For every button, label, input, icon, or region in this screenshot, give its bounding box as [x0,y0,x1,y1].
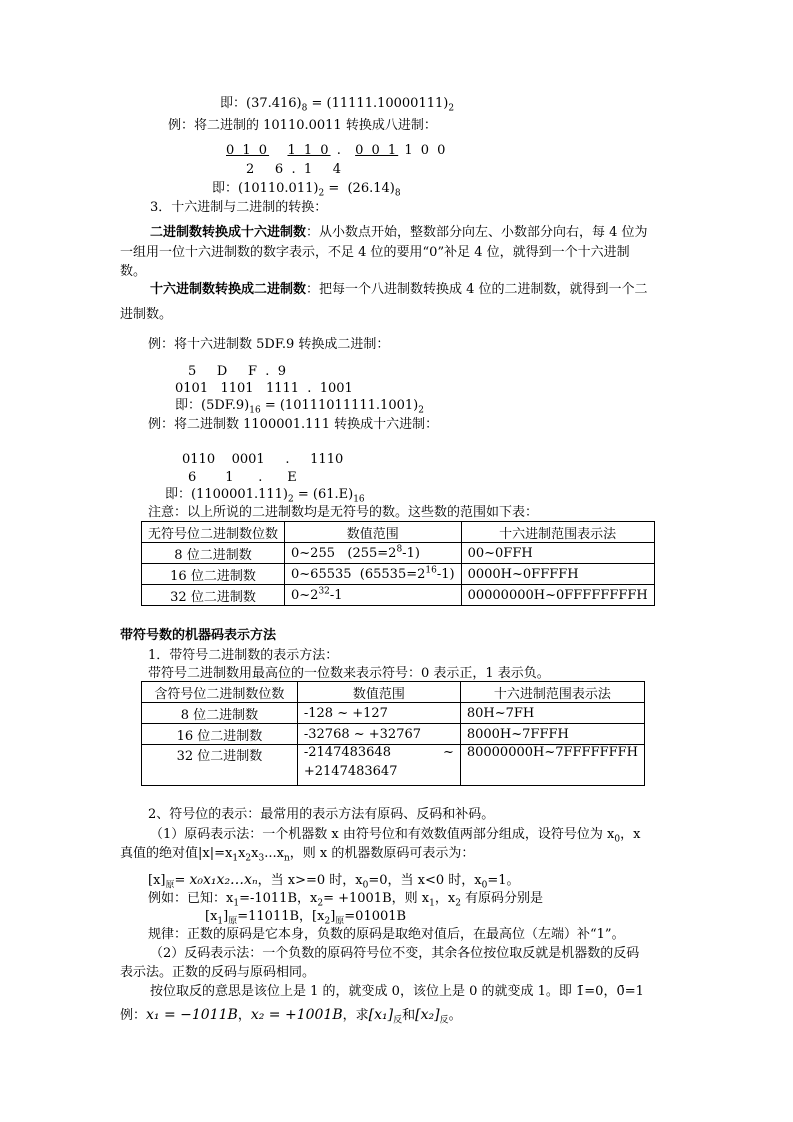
text: 即：(1100001.111) [165,487,288,502]
paragraph-line: 1．带符号二进制数的表示方法： [148,648,339,663]
subscript: 1 [217,916,224,927]
hex-digits: 6 1 . E [188,470,297,485]
text: [x] [148,873,166,888]
text: ，则 x 的机器数原码可表示为： [289,846,475,861]
table-cell: 16 位二进制数 [142,724,298,745]
text: ] [330,909,336,924]
header-cell: 含符号位二进制数位数 [142,682,298,703]
table-cell: 8000H~7FFFH [460,724,644,745]
text: = (26.14) [324,181,395,196]
subscript: 1 [233,898,240,909]
section-heading: 带符号数的机器码表示方法 [120,628,277,643]
text: = (61.E) [293,487,354,502]
table-cell: 32 位二进制数 [142,585,285,606]
header-cell: 十六进制范围表示法 [460,682,644,703]
table-cell [297,745,460,786]
table-cell: 0000H~0FFFFH [461,564,654,585]
text: ] [223,909,229,924]
bold-term: 十六进制数转换成二进制数 [150,282,307,297]
text: 真值的绝对值|x|=x [120,846,233,861]
table-header-row [142,522,655,543]
group: 1 0 0 [404,143,448,158]
table-cell: 32 位二进制数 [142,745,298,786]
paragraph-line: 2、符号位的表示：最常用的表示方法有原码、反码和补码。 [148,807,495,822]
example-line: 例：将十六进制数 5DF.9 转换成二进制： [148,337,390,352]
formula: [x₁] [368,1007,394,1023]
example-line [205,909,406,925]
text: 有原码分别是 [460,891,544,906]
text: x [238,846,246,861]
text: ...x [264,846,284,861]
formula-line [120,1007,462,1024]
paragraph-line: 带符号二进制数用最高位的一位数来表示符号：0 表示正，1 表示负。 [148,666,550,681]
subscript: 2 [317,898,324,909]
paragraph-line [120,846,474,862]
table-row [142,543,655,564]
text: 0~2 [291,587,319,603]
text: ：把每一个八进制数转换成 4 位的二进制数，就得到一个二 [306,282,648,297]
text: 0~65535 (65535=2 [291,566,426,582]
text: 即：(37.416) [220,96,302,111]
binary-groups [226,143,447,159]
formula-line [148,872,520,889]
equation-line [175,398,424,414]
table-cell: 00000000H~0FFFFFFFFH [461,585,654,606]
paragraph-line: （2）反码表示法：一个负数的原码符号位不变，其余各位按位取反就是机器数的反码 [150,946,640,961]
text: -1) [436,566,455,582]
example-line: 例：将二进制的 10110.0011 转换成八进制： [168,118,437,133]
subscript: 2 [288,494,294,505]
text: 和 [402,1008,416,1023]
table-cell [285,543,462,564]
text: +2147483647 [303,764,398,779]
text: ，当 x>=0 时，x [257,873,363,888]
text: -2147483648 [303,745,391,760]
equation-line [212,181,401,197]
superscript: 8 [396,544,403,555]
subscript: 原 [165,880,175,891]
subscript: 反 [393,1015,403,1026]
subscript: 2 [455,898,461,909]
section-heading: 3．十六进制与二进制的转换： [150,200,328,215]
paragraph-line: 数。 [120,264,147,279]
text: ，x [620,827,641,842]
paragraph-line [150,225,648,241]
subscript: 1 [429,898,435,909]
header-cell: 十六进制范围表示法 [461,522,654,543]
header-cell: 无符号位二进制数位数 [142,522,285,543]
table-cell: 80000000H~7FFFFFFFH [460,745,644,786]
table-cell: 16 位二进制数 [142,564,285,585]
paragraph-line: 进制数。 [120,307,173,322]
bold-term: 二进制数转换成十六进制数 [150,225,307,240]
paragraph-line: 表示法。正数的反码与原码相同。 [120,965,316,980]
binary-groups: 0101 1101 1111 . 1001 [175,381,353,396]
subscript: 16 [353,494,365,505]
binary-groups: 0110 0001 . 1110 [182,452,344,467]
text: ：从小数点开始，整数部分向左、小数部分向右，每 4 位为 [306,225,648,240]
table-cell: -128 ~ +127 [297,703,460,724]
tilde: ~ [442,745,454,760]
subscript: 0 [362,880,369,891]
subscript: 2 [324,916,331,927]
table-row [142,564,655,585]
text: = (11111.10000111) [307,96,449,111]
text: =1。 [487,873,520,888]
text: = +1001B，则 x [323,891,430,906]
equation-line [220,96,454,112]
formula: x₁ = −1011B [146,1007,238,1023]
header-cell: 数值范围 [297,682,460,703]
example-line [148,891,543,907]
text: ，求 [342,1008,369,1023]
text: ， [237,1008,251,1023]
text: =0，当 x<0 时，x [368,873,482,888]
header-cell: 数值范围 [285,522,462,543]
equation-line [165,487,365,503]
signed-range-table [141,681,645,786]
formula: x₂ = +1001B [250,1007,343,1023]
group: 0 1 0 [226,143,270,158]
text: = (10111011111.1001) [260,398,419,413]
text: [x [205,909,218,924]
group: 1 1 0 [287,143,331,158]
paragraph-line: 按位取反的意思是该位上是 1 的，就变成 0，该位上是 0 的就变成 1。即 1̄=0，0̄=1 [150,984,644,999]
subscript: 原 [228,916,238,927]
text: =01001B [344,909,407,924]
text: 例如：已知：x [148,891,234,906]
table-cell [285,585,462,606]
subscript: 16 [249,405,261,416]
table-cell: 8 位二进制数 [142,703,298,724]
table-cell: 00~0FFH [461,543,654,564]
text: =11011B，[x [237,909,325,924]
paragraph-line: 规律：正数的原码是它本身，负数的原码是取绝对值后，在最高位（左端）补“1”。 [148,927,625,942]
subscript: 原 [335,916,345,927]
subscript: n [283,853,290,864]
dot: . [336,143,343,158]
subscript: 3 [258,853,265,864]
text: 0~255 (255=2 [291,545,397,561]
superscript: 16 [425,565,437,576]
note-line: 注意：以上所说的二进制数均是无符号的数。这些数的范围如下表： [148,505,539,520]
text: 。 [448,1008,462,1023]
subscript: 2 [245,853,252,864]
unsigned-range-table [141,521,655,606]
text: = [174,873,190,888]
paragraph-line: 一组用一位十六进制数的数字表示，不足 4 位的要用“0”补足 4 位，就得到一个十六进制 [120,245,630,260]
text: 即：(10110.011) [212,181,319,196]
subscript: 8 [394,188,401,199]
subscript: 0 [481,880,488,891]
table-row [142,745,645,786]
hex-digits: 5 D F . 9 [188,364,286,379]
table-row [142,724,645,745]
formula: x₀x₁x₂…xₙ [189,872,258,888]
text: =-1011B，x [239,891,318,906]
octal-digits: 2 6 . 1 4 [246,162,342,177]
paragraph-line [150,827,640,843]
subscript: 反 [439,1015,449,1026]
table-row [142,585,655,606]
subscript: 2 [448,103,455,114]
table-cell: 80H~7FH [460,703,644,724]
group: 0 0 1 [355,143,399,158]
example-line: 例：将二进制数 1100001.111 转换成十六进制： [148,417,439,432]
formula: [x₂] [415,1007,440,1023]
subscript: 1 [232,853,239,864]
subscript: 2 [318,188,325,199]
text: -1) [402,545,420,561]
paragraph-line [150,282,648,298]
table-header-row [142,682,645,703]
text: x [251,846,259,861]
table-cell: -32768 ~ +32767 [297,724,460,745]
subscript: 2 [418,405,424,416]
table-cell: 8 位二进制数 [142,543,285,564]
text: -1 [329,587,343,603]
text: 例： [120,1008,147,1023]
subscript: 0 [614,834,621,845]
subscript: 8 [301,103,308,114]
table-cell [285,564,462,585]
superscript: 32 [318,586,330,597]
text: ，x [434,891,456,906]
text: 即：(5DF.9) [175,398,250,413]
text: （1）原码表示法：一个机器数 x 由符号位和有效数值两部分组成，设符号位为 x [150,827,615,842]
table-row [142,703,645,724]
